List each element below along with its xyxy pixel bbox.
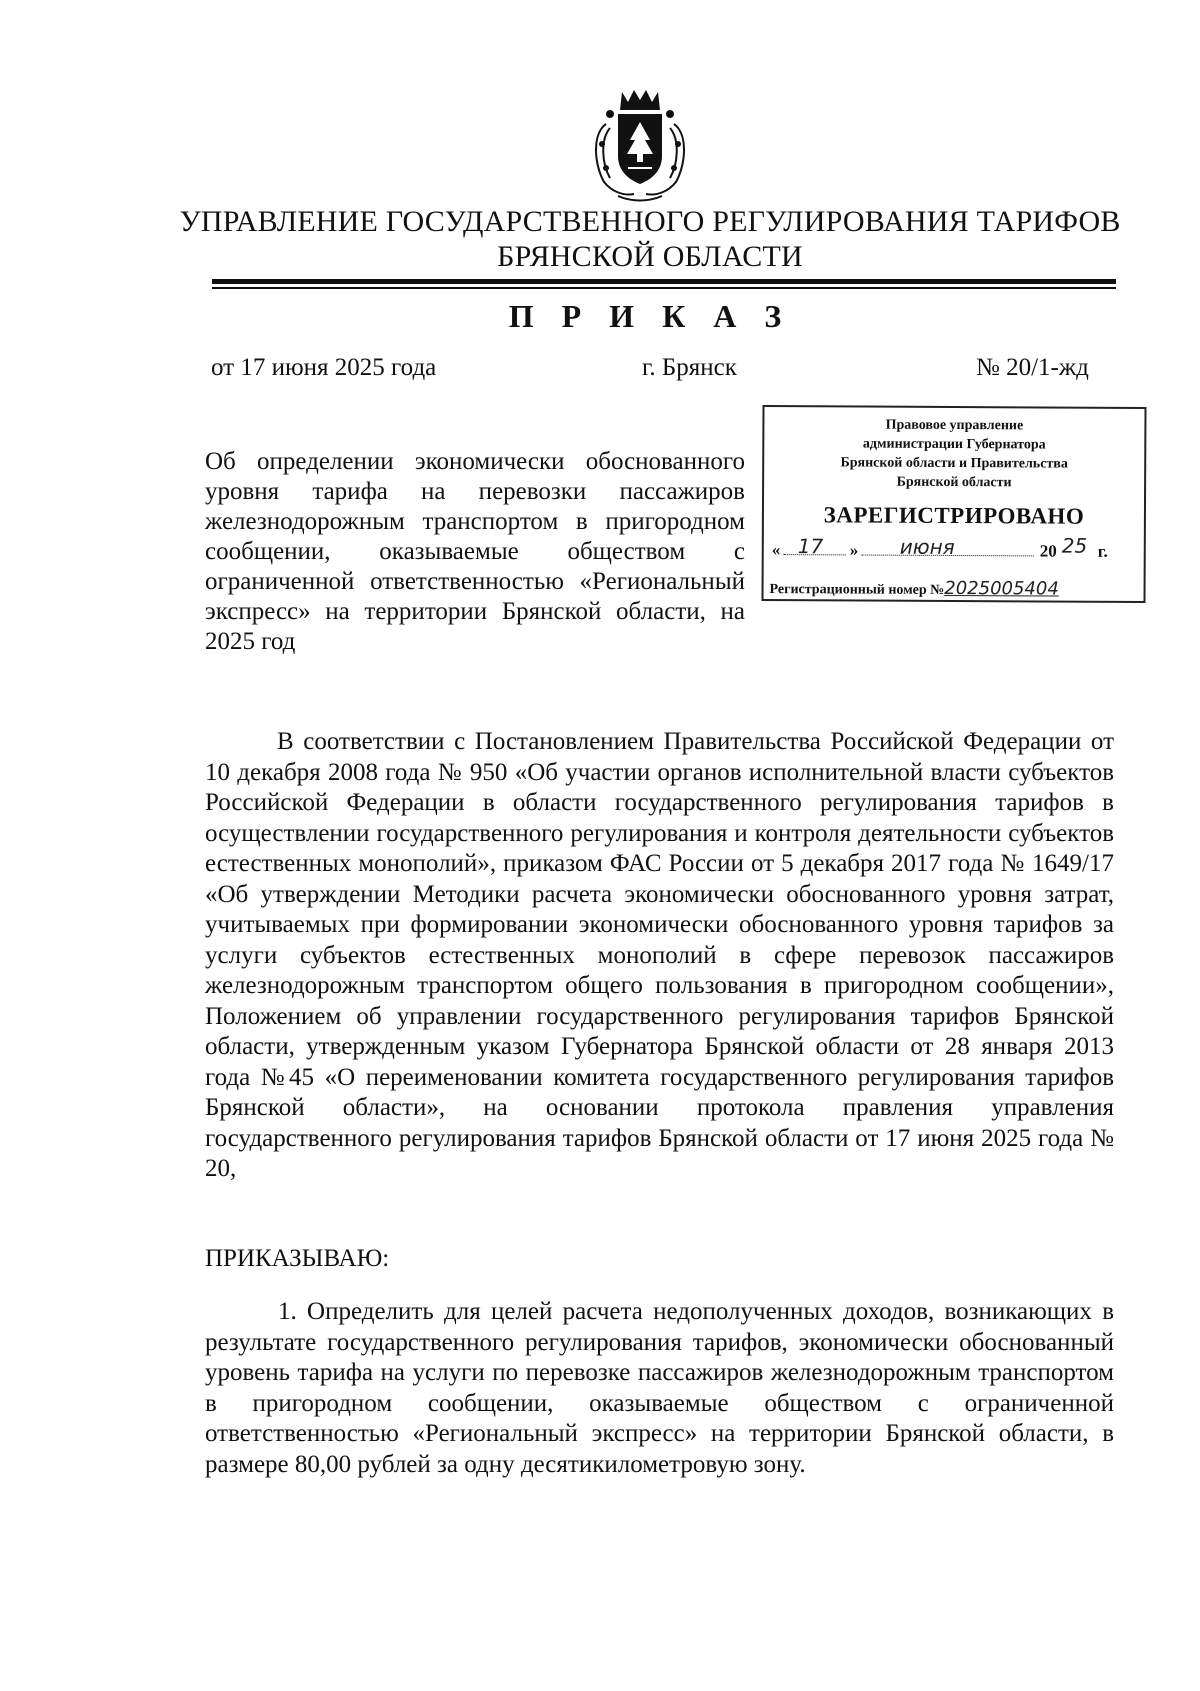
header-divider-thick bbox=[212, 279, 1116, 284]
stamp-authority bbox=[764, 415, 1144, 493]
stamp-line: Брянской области и Правительства bbox=[840, 455, 1068, 472]
stamp-year-unit: г. bbox=[1097, 541, 1108, 561]
document-subject: Об определении экономически обоснованного уровня тарифа на перевозки пассажиров железнодорожным транспортом в пригородном сообщении, оказываемые обществом с ограниченной ответственностью «Региональный экспресс» на территории Брянской области, на 2025 год bbox=[205, 448, 745, 655]
stamp-status: ЗАРЕГИСТРИРОВАНО bbox=[823, 502, 1085, 529]
stamp-month: июня bbox=[899, 534, 955, 560]
stamp-date-line bbox=[771, 533, 1136, 570]
organization-name-line1: УПРАВЛЕНИЕ ГОСУДАРСТВЕННОГО РЕГУЛИРОВАНИЯ ТАРИФОВ bbox=[179, 205, 1121, 238]
stamp-year-suffix: 25 bbox=[1061, 533, 1088, 558]
order-word: ПРИКАЗЫВАЮ: bbox=[205, 1245, 390, 1272]
order-item-1: 1. Определить для целей расчета недополученных доходов, возникающих в результате государственного регулирования тарифов, экономически обоснованный уровень тарифа на услуги по перевозке пассажиров железнодорожным транспортом в пригородном сообщении, оказываемые обществом с ограниченной ответственностью «Региональный экспресс» на территории Брянской области, в размере 80,00 рублей за одну десятикилометровую зону. bbox=[205, 1298, 1114, 1478]
stamp-registration-label: Регистрационный номер № bbox=[769, 582, 945, 598]
stamp-registration bbox=[770, 577, 1059, 600]
organization-name-line2: БРЯНСКОЙ ОБЛАСТИ bbox=[497, 240, 803, 273]
stamp-day-underline bbox=[784, 554, 846, 555]
stamp-quote-open: « bbox=[771, 540, 781, 560]
stamp-line: Брянской области bbox=[896, 474, 1012, 491]
header-divider-thin bbox=[212, 287, 1116, 289]
stamp-day: 17 bbox=[797, 534, 824, 559]
stamp-year-prefix: 20 bbox=[1039, 541, 1057, 561]
stamp-line: администрации Губернатора bbox=[862, 436, 1046, 453]
coat-of-arms-emblem bbox=[588, 84, 692, 202]
document-city: г. Брянск bbox=[642, 354, 737, 381]
registration-stamp bbox=[761, 405, 1146, 603]
stamp-registration-number: 2025005404 bbox=[944, 577, 1059, 600]
document-number: № 20/1-жд bbox=[976, 354, 1089, 381]
document-date: от 17 июня 2025 года bbox=[211, 354, 437, 381]
stamp-quote-close: » bbox=[849, 540, 859, 560]
preamble-paragraph: В соответствии с Постановлением Правительства Российской Федерации от 10 декабря 2008 года № 950 «Об участии органов исполнительной власти субъектов Российской Федерации в области государственного регулирования тарифов в осуществлении государственного регулирования и контроля деятельности субъектов естественных монополий», приказом ФАС России от 5 декабря 2017 года № 1649/17 «Об утверждении Методики расчета экономически обоснованного уровня затрат, учитываемых при формировании экономически обоснованного уровня тарифов за услуги субъектов естественных монополий в сфере перевозок пассажиров железнодорожным транспортом общего пользования в пригородном сообщении», Положением об управлении государственного регулирования тарифов Брянской области, утвержденным указом Губернатора Брянской области от 28 января 2013 года №45 «О переименовании комитета государственного регулирования тарифов Брянской области», на основании протокола правления управления государственного регулирования тарифов Брянской области от 17 июня 2025 года № 20, bbox=[205, 728, 1114, 1182]
stamp-line: Правовое управление bbox=[885, 417, 1024, 434]
document-title: П Р И К А З bbox=[508, 298, 792, 334]
